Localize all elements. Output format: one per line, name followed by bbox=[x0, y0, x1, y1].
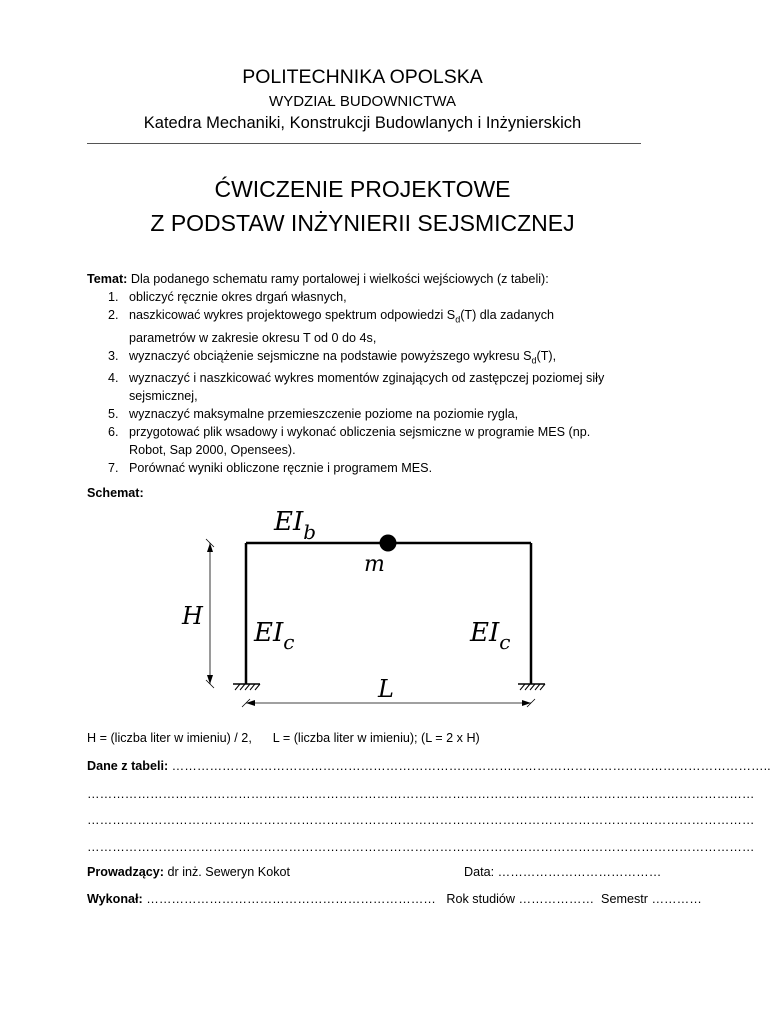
task-list bbox=[87, 288, 641, 477]
task-text-continued: Robot, Sap 2000, Opensees). bbox=[129, 443, 296, 458]
topic-intro-text: Dla podanego schematu ramy portalowej i wielkości wejściowych (z tabeli): bbox=[127, 272, 549, 286]
author-dots: …………………………………………………………… bbox=[142, 892, 436, 906]
right-column-stiffness-label: $EI_c$ bbox=[470, 618, 511, 654]
title-line-2: Z PODSTAW INŻYNIERII SEJSMICZNEJ bbox=[150, 210, 575, 236]
task-text: obliczyć ręcznie okres drgań własnych, bbox=[129, 290, 347, 304]
table-data-dots: …………………………………………………………………………………………………………………………….. bbox=[168, 759, 771, 773]
topic-label: Temat: bbox=[87, 272, 128, 286]
instructor-name: dr inż. Seweryn Kokot bbox=[164, 865, 290, 879]
list-item bbox=[87, 347, 641, 370]
university-name: POLITECHNIKA OPOLSKA bbox=[242, 66, 483, 88]
list-item bbox=[87, 369, 641, 405]
list-item bbox=[87, 405, 641, 423]
year-semester-field: Rok studiów ……………… Semestr ………… bbox=[435, 892, 702, 906]
author-label: Wykonał: bbox=[87, 892, 143, 906]
task-number: 7. bbox=[108, 461, 119, 476]
task-text: naszkicować wykres projektowego spektrum odpowiedzi S bbox=[129, 308, 456, 322]
list-item bbox=[87, 423, 641, 459]
portal-frame-diagram bbox=[176, 500, 550, 722]
diagram-background bbox=[176, 500, 550, 722]
dotted-line-1: …………………………………………………………………………………………………………………………………………… bbox=[87, 787, 755, 801]
left-column-stiffness-label: $EI_c$ bbox=[254, 618, 295, 654]
list-item bbox=[87, 459, 641, 477]
task-number: 1. bbox=[108, 290, 119, 304]
document-title bbox=[0, 172, 725, 240]
task-number: 4. bbox=[108, 371, 119, 386]
dotted-line-3: …………………………………………………………………………………………………………………………………………… bbox=[87, 840, 755, 854]
mass-label: m bbox=[364, 552, 385, 577]
task-text: Porównać wyniki obliczone ręcznie i programem MES. bbox=[129, 461, 433, 476]
task-number: 2. bbox=[108, 308, 119, 322]
table-data-label: Dane z tabeli: bbox=[87, 759, 169, 773]
task-number: 5. bbox=[108, 407, 119, 422]
length-label: L bbox=[378, 675, 394, 703]
schema-label: Schemat: bbox=[87, 486, 144, 500]
instructor-row bbox=[87, 865, 662, 879]
list-item bbox=[87, 288, 641, 306]
task-number: 6. bbox=[108, 425, 119, 440]
task-number: 3. bbox=[108, 348, 119, 363]
task-text-continued: parametrów w zakresie okresu T od 0 do 4s, bbox=[129, 330, 377, 345]
topic-section bbox=[87, 270, 641, 477]
height-label: H bbox=[182, 602, 203, 630]
chair-name: Katedra Mechaniki, Konstrukcji Budowlanych i Inżynierskich bbox=[143, 114, 582, 132]
task-subscript: d bbox=[531, 355, 537, 366]
document-header bbox=[0, 64, 725, 134]
author-row bbox=[87, 892, 702, 906]
dimension-formula: H = (liczba liter w imieniu) / 2, L = (liczba liter w imieniu); (L = 2 x H) bbox=[87, 731, 480, 745]
date-field: Data: ………………………………… bbox=[464, 865, 662, 879]
beam-stiffness-label: $EI_b$ bbox=[274, 507, 317, 544]
dotted-line-2: …………………………………………………………………………………………………………………………………………… bbox=[87, 813, 755, 827]
table-data-row bbox=[87, 759, 771, 773]
topic-intro bbox=[87, 270, 641, 288]
task-text: przygotować plik wsadowy i wykonać obliczenia sejsmiczne w programie MES (np. bbox=[129, 425, 591, 440]
task-text: wyznaczyć maksymalne przemieszczenie poziome na poziomie rygla, bbox=[129, 407, 519, 422]
task-text: wyznaczyć i naszkicować wykres momentów zginających od zastępczej poziomej siły bbox=[129, 371, 605, 386]
faculty-name: WYDZIAŁ BUDOWNICTWA bbox=[269, 93, 456, 110]
header-divider bbox=[87, 143, 641, 144]
list-item bbox=[87, 306, 641, 347]
mass-point bbox=[380, 535, 397, 552]
task-text: wyznaczyć obciążenie sejsmiczne na podstawie powyższego wykresu S bbox=[129, 348, 532, 363]
task-text-continued: sejsmicznej, bbox=[129, 389, 198, 404]
task-text: (T) dla zadanych bbox=[460, 308, 554, 322]
task-subscript: d bbox=[455, 314, 461, 325]
task-text: (T), bbox=[536, 348, 557, 363]
title-line-1: ĆWICZENIE PROJEKTOWE bbox=[214, 176, 511, 202]
instructor-label: Prowadzący: bbox=[87, 865, 164, 879]
